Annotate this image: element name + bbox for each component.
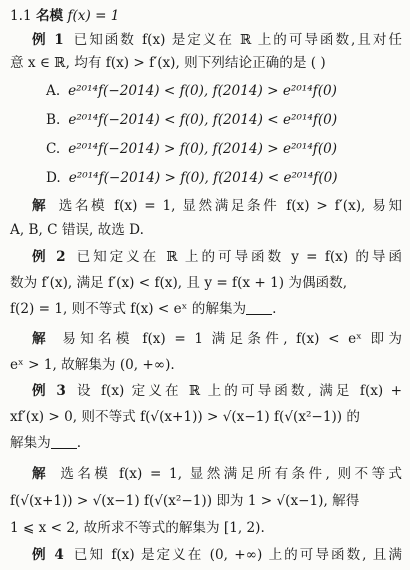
example-3-text-3: 解集为: [10, 435, 51, 451]
answer-blank: [51, 436, 77, 449]
example-1-line-2: 意 x ∈ ℝ, 均有 f(x) > f′(x), 则下列结论正确的是 ( ): [10, 55, 326, 71]
solution-3-line-1: [32, 464, 402, 484]
solution-3-line-2: f(√(x+1)) > √(x−1) f(√(x²−1)) 即为 1 > √(x−1), 解得: [10, 493, 360, 509]
solution-1-text-1: 选名模 f(x) = 1, 显然满足条件 f(x) > f′(x), 易知: [56, 198, 402, 214]
option-a: [46, 81, 402, 101]
example-2-line-2: 数为 f′(x), 满足 f′(x) < f(x), 且 y = f(x + 1) 为偶函数,: [10, 275, 348, 291]
example-2-text-1: 已知定义在 ℝ 上的可导函数 y = f(x) 的导函: [73, 249, 402, 265]
solution-2-line-1: [32, 329, 402, 349]
option-d-letter: D.: [46, 170, 61, 186]
example-1-line-1: [32, 30, 402, 50]
example-3-line-1: [32, 381, 402, 401]
solution-3-label: 解: [32, 466, 49, 482]
example-2-text-3: f(2) = 1, 则不等式 f(x) < eˣ 的解集为: [10, 301, 247, 317]
example-4-line-1: [32, 545, 402, 565]
solution-2-text-1: 易知名模 f(x) = 1 满足条件, f(x) < eˣ 即为: [57, 331, 403, 347]
example-4-text-1: 已知 f(x) 是定义在 (0, +∞) 上的可导函数, 且满: [71, 547, 402, 563]
option-c-letter: C.: [46, 141, 61, 157]
section-heading: [10, 6, 402, 26]
example-1-label: 例 1: [32, 32, 64, 48]
example-3-line-2: xf′(x) > 0, 则不等式 f(√(x+1)) > √(x−1) f(√(x²−1)) 的: [10, 409, 360, 425]
example-2-line-1: [32, 247, 402, 267]
solution-1-label: 解: [32, 198, 49, 214]
solution-1-line-1: [32, 196, 402, 216]
example-2-line-3: f(2) = 1, 则不等式 f(x) < eˣ 的解集为 .: [10, 301, 277, 317]
option-d-text: e²⁰¹⁴f(−2014) > f(0), f(2014) < e²⁰¹⁴f(0): [68, 170, 338, 186]
example-3-line-3: 解集为 .: [10, 435, 82, 451]
option-a-letter: A.: [46, 83, 61, 99]
example-3-label: 例 3: [32, 383, 66, 399]
solution-1-line-2: A, B, C 错误, 故选 D.: [10, 222, 144, 238]
answer-blank: [246, 302, 272, 315]
option-c: [46, 139, 402, 159]
example-1-text-1: 已知函数 f(x) 是定义在 ℝ 上的可导函数,且对任: [71, 32, 402, 48]
section-title: 名模: [35, 8, 64, 24]
option-b-letter: B.: [46, 112, 61, 128]
example-4-label: 例 4: [32, 547, 64, 563]
section-number: 1.1: [10, 8, 32, 24]
solution-3-text-1: 选名模 f(x) = 1, 显然满足所有条件, 则不等式: [56, 466, 403, 482]
solution-3-line-3: 1 ⩽ x < 2, 故所求不等式的解集为 [1, 2).: [10, 520, 265, 536]
option-b-text: e²⁰¹⁴f(−2014) < f(0), f(2014) < e²⁰¹⁴f(0): [68, 112, 338, 128]
example-3-text-1: 设 f(x) 定义在 ℝ 上的可导函数, 满足 f(x) +: [73, 383, 402, 399]
option-b: [46, 110, 402, 130]
section-formula: f(x) = 1: [67, 8, 120, 24]
solution-2-line-2: eˣ > 1, 故解集为 (0, +∞).: [10, 357, 175, 373]
option-a-text: e²⁰¹⁴f(−2014) < f(0), f(2014) > e²⁰¹⁴f(0): [68, 83, 337, 99]
option-c-text: e²⁰¹⁴f(−2014) > f(0), f(2014) > e²⁰¹⁴f(0): [68, 141, 338, 157]
example-2-label: 例 2: [32, 249, 66, 265]
option-d: [46, 168, 402, 188]
solution-2-label: 解: [32, 331, 50, 347]
